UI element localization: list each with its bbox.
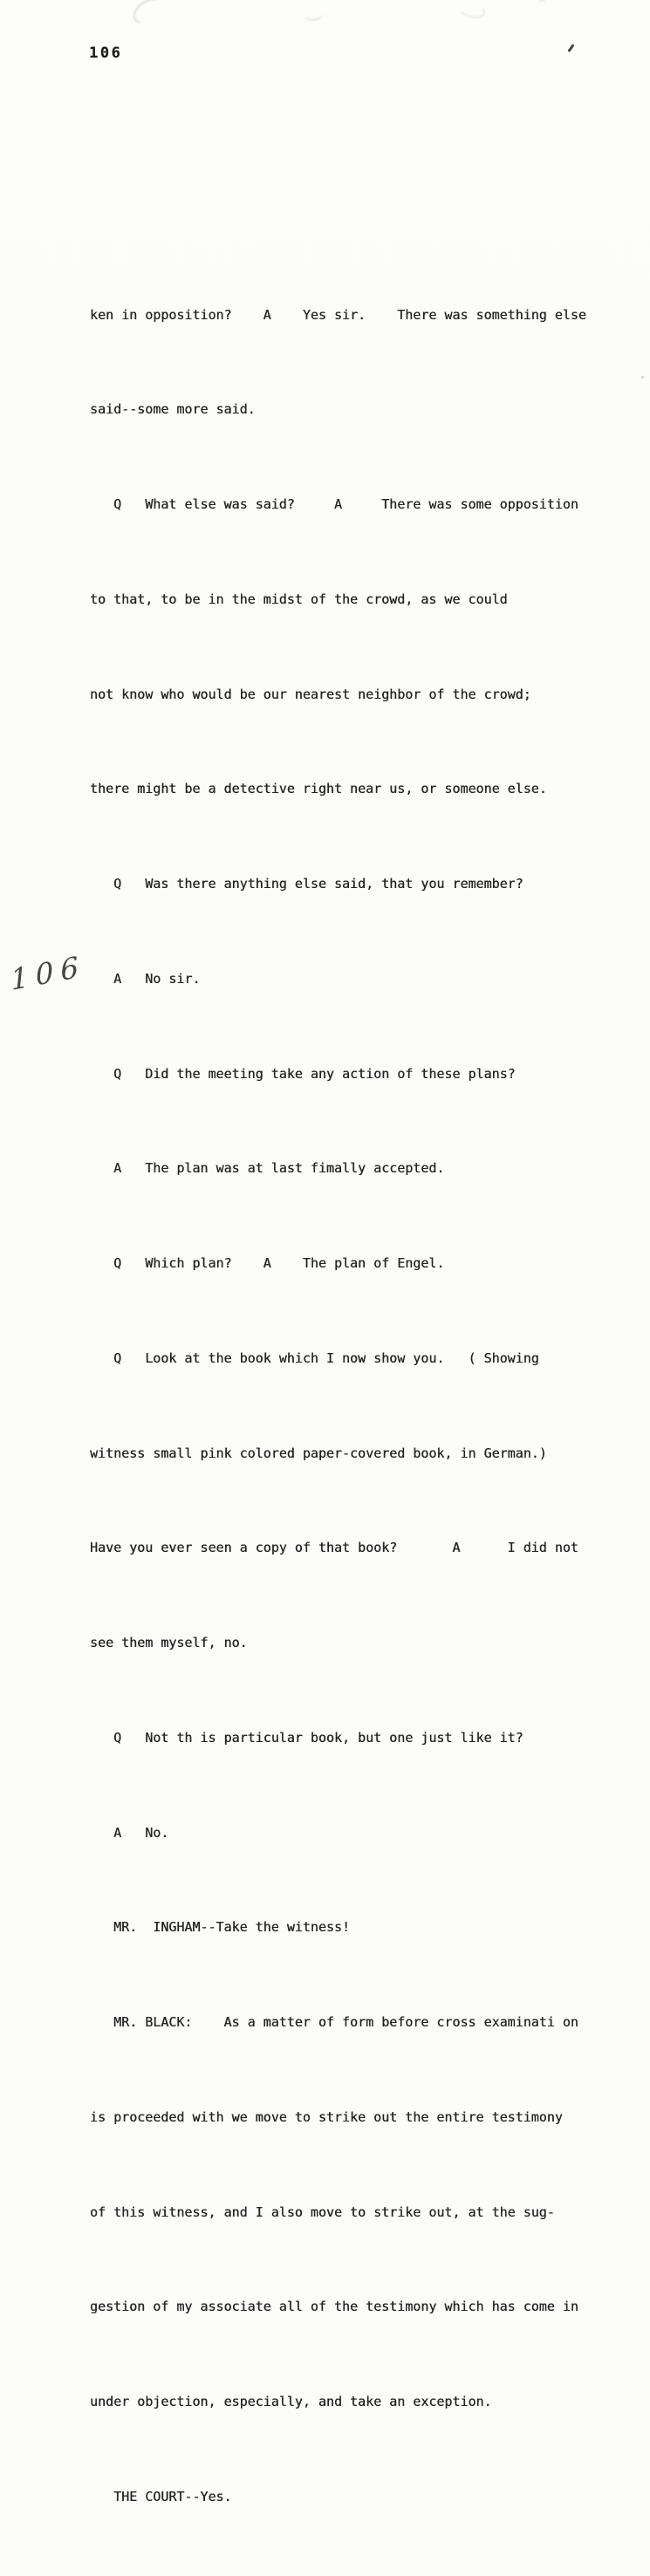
scan-smudge-icon xyxy=(538,0,546,9)
transcript-line: A No sir. xyxy=(90,970,201,987)
transcript-line: see them myself, no. xyxy=(90,1635,248,1650)
scan-speck-icon xyxy=(641,376,644,379)
transcript-line: there might be a detective right near us, or someone else. xyxy=(90,781,547,797)
transcript-line: Q Which plan? A The plan of Engel. xyxy=(90,1255,445,1271)
transcript-line: to that, to be in the midst of the crowd, as we could xyxy=(90,591,508,607)
transcript-line: Q Did the meeting take any action of these plans? xyxy=(90,1065,516,1082)
page-number: 106 xyxy=(89,44,123,62)
transcript-line: not know who would be our nearest neighbor of the crowd; xyxy=(90,686,531,702)
handwritten-page-number: 106 xyxy=(9,948,87,997)
transcript-line: Q Was there anything else said, that you remember? xyxy=(90,876,523,892)
transcript-line: of this witness, and I also move to strike out, at the sug- xyxy=(90,2204,555,2220)
transcript-line: witness small pink colored paper-covered book, in German.) xyxy=(90,1445,547,1461)
transcript-line: MR. INGHAM--Take the witness! xyxy=(90,1919,351,1936)
transcript-line: said--some more said. xyxy=(90,401,256,418)
scan-smudge-icon xyxy=(130,0,168,27)
transcript-line: Q What else was said? A There was some opposition xyxy=(90,496,578,512)
scan-smudge-icon xyxy=(459,1,487,20)
transcript-body xyxy=(90,236,586,2576)
transcript-line: is proceeded with we move to strike out the entire testimony xyxy=(90,2108,563,2125)
transcript-line: Have you ever seen a copy of that book? A I did not xyxy=(90,1540,578,1556)
transcript-line: A No. xyxy=(90,1824,169,1841)
transcript-line: A The plan was at last fimally accepted. xyxy=(90,1160,445,1177)
transcript-line: Q Look at the book which I now show you. ( Showing xyxy=(90,1349,539,1366)
transcript-line: MR. BLACK: As a matter of form before cross examinati on xyxy=(90,2014,578,2030)
scan-smudge-icon xyxy=(304,9,324,21)
transcript-line: gestion of my associate all of the testimony which has come in xyxy=(90,2299,578,2315)
transcript-line: ken in opposition? A Yes sir. There was something else xyxy=(90,306,586,323)
transcript-line: under objection, especially, and take an exception. xyxy=(90,2394,492,2409)
stray-pen-tick-icon xyxy=(567,44,574,52)
transcript-line: Q Not th is particular book, but one just like it? xyxy=(90,1729,523,1746)
transcript-line: THE COURT--Yes. xyxy=(90,2488,232,2504)
